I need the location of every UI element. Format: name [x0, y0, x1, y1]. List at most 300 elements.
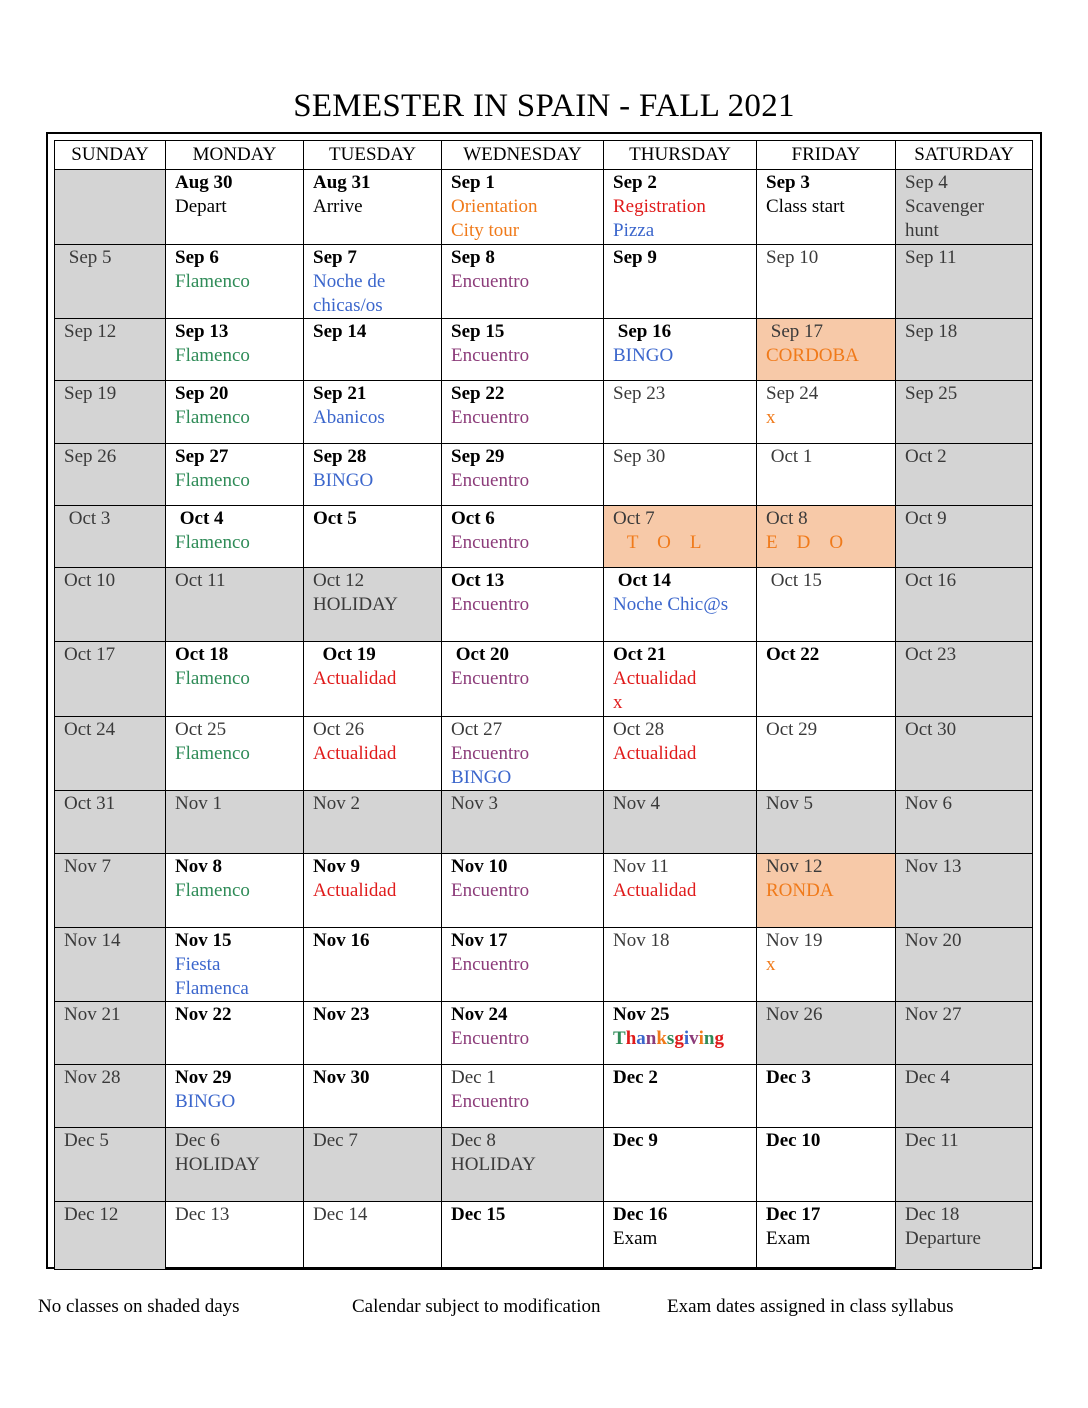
day-cell — [896, 717, 1033, 791]
day-date: Sep 1 — [451, 172, 495, 193]
day-date: Dec 5 — [64, 1130, 109, 1151]
day-cell — [896, 854, 1033, 928]
day-cell — [304, 1002, 442, 1065]
weekday-header-row — [55, 141, 1033, 170]
day-date: Oct 9 — [905, 508, 947, 529]
day-date: Sep 16 — [613, 321, 672, 342]
week-row — [55, 642, 1033, 717]
day-date: Nov 13 — [905, 856, 962, 877]
day-cell — [604, 1065, 757, 1128]
day-cell — [442, 245, 604, 319]
event-label: Encuentro — [451, 594, 530, 615]
day-cell — [757, 1128, 896, 1202]
day-date: Sep 28 — [313, 446, 367, 467]
event-label: Depart — [175, 196, 227, 217]
day-cell — [166, 854, 304, 928]
day-cell — [55, 717, 166, 791]
day-date: Sep 7 — [313, 247, 357, 268]
day-date: Sep 12 — [64, 321, 117, 342]
event-label: Flamenco — [175, 271, 250, 292]
day-cell — [604, 506, 757, 568]
week-row — [55, 717, 1033, 791]
event-label: E D O — [766, 532, 844, 553]
event-label: Encuentro — [451, 470, 530, 491]
day-date: Oct 18 — [175, 644, 229, 665]
event-letter: n — [645, 1028, 657, 1049]
day-cell — [166, 642, 304, 717]
event-label: Actualidad — [313, 668, 397, 689]
event-label: City tour — [451, 220, 520, 241]
day-cell — [442, 928, 604, 1002]
week-row — [55, 568, 1033, 642]
day-cell — [55, 1202, 166, 1270]
day-date: Oct 23 — [905, 644, 957, 665]
day-cell — [55, 642, 166, 717]
event-letter: i — [683, 1028, 690, 1049]
day-cell — [304, 245, 442, 319]
week-row — [55, 928, 1033, 1002]
day-cell — [55, 928, 166, 1002]
event-letter: a — [636, 1028, 646, 1049]
day-cell — [896, 381, 1033, 444]
day-cell — [304, 444, 442, 506]
day-cell — [55, 319, 166, 381]
day-date: Sep 19 — [64, 383, 117, 404]
day-date: Nov 1 — [175, 793, 222, 814]
day-cell — [304, 791, 442, 854]
day-date: Sep 2 — [613, 172, 657, 193]
day-cell — [304, 928, 442, 1002]
weekday-header: THURSDAY — [604, 141, 757, 170]
day-cell — [166, 245, 304, 319]
event-label: HOLIDAY — [451, 1154, 536, 1175]
weekday-header: SUNDAY — [55, 141, 166, 170]
event-label: Flamenco — [175, 470, 250, 491]
day-cell — [304, 506, 442, 568]
event-label: CORDOBA — [766, 345, 859, 366]
week-row — [55, 170, 1033, 245]
day-date: Nov 26 — [766, 1004, 823, 1025]
event-label: Noche Chic@s — [613, 594, 729, 615]
day-date: Dec 7 — [313, 1130, 358, 1151]
day-cell — [442, 444, 604, 506]
day-cell — [55, 1128, 166, 1202]
day-cell — [166, 791, 304, 854]
day-cell — [896, 568, 1033, 642]
day-date: Dec 12 — [64, 1204, 119, 1225]
event-label: BINGO — [175, 1091, 236, 1112]
day-date: Nov 15 — [175, 930, 232, 951]
day-cell — [896, 1128, 1033, 1202]
event-letter: g — [714, 1028, 724, 1049]
day-date: Nov 29 — [175, 1067, 232, 1088]
day-date: Nov 17 — [451, 930, 508, 951]
week-row — [55, 506, 1033, 568]
event-letter: h — [625, 1028, 637, 1049]
week-row — [55, 791, 1033, 854]
day-date: Nov 28 — [64, 1067, 121, 1088]
day-date: Nov 3 — [451, 793, 498, 814]
day-date: Oct 31 — [64, 793, 116, 814]
event-label: Encuentro — [451, 954, 530, 975]
day-cell — [55, 791, 166, 854]
day-date: Nov 21 — [64, 1004, 121, 1025]
day-date: Sep 11 — [905, 247, 957, 268]
day-date: Sep 24 — [766, 383, 819, 404]
day-date: Sep 21 — [313, 383, 367, 404]
day-cell — [55, 568, 166, 642]
day-cell — [55, 1002, 166, 1065]
day-date: Sep 20 — [175, 383, 229, 404]
day-cell — [442, 717, 604, 791]
day-cell — [757, 1065, 896, 1128]
event-label: Flamenco — [175, 880, 250, 901]
day-date: Oct 27 — [451, 719, 503, 740]
day-date: Nov 2 — [313, 793, 360, 814]
calendar-body — [55, 170, 1033, 1270]
day-date: Oct 19 — [313, 644, 376, 665]
event-label: Encuentro — [451, 880, 530, 901]
event-label: Exam — [766, 1228, 811, 1249]
day-date: Dec 13 — [175, 1204, 230, 1225]
event-label — [613, 1027, 753, 1051]
day-date: Oct 13 — [451, 570, 505, 591]
event-label: Actualidad — [313, 743, 397, 764]
day-cell — [304, 381, 442, 444]
day-date: Dec 8 — [451, 1130, 496, 1151]
day-date: Nov 8 — [175, 856, 222, 877]
page-title: SEMESTER IN SPAIN - FALL 2021 — [293, 88, 795, 124]
no-classes-note: No classes on shaded days — [38, 1296, 240, 1317]
event-label: x — [766, 407, 776, 428]
day-cell — [166, 1202, 304, 1270]
day-cell — [757, 642, 896, 717]
day-date: Oct 2 — [905, 446, 947, 467]
day-date: Oct 30 — [905, 719, 957, 740]
week-row — [55, 1202, 1033, 1270]
event-label: Encuentro — [451, 743, 530, 764]
day-cell — [757, 1002, 896, 1065]
day-date: Oct 4 — [175, 508, 224, 529]
day-date: Oct 7 — [613, 508, 655, 529]
day-date: Oct 29 — [766, 719, 818, 740]
day-cell — [604, 642, 757, 717]
event-label: Actualidad — [613, 668, 697, 689]
day-cell — [166, 506, 304, 568]
day-cell — [166, 717, 304, 791]
day-cell — [55, 170, 166, 245]
day-date: Oct 10 — [64, 570, 116, 591]
event-label: Flamenca — [175, 978, 249, 999]
event-letter: T — [613, 1028, 626, 1049]
day-date: Sep 3 — [766, 172, 810, 193]
event-label: Encuentro — [451, 345, 530, 366]
day-cell — [896, 642, 1033, 717]
day-date: Oct 11 — [175, 570, 226, 591]
weekday-header: FRIDAY — [757, 141, 896, 170]
day-cell — [604, 1128, 757, 1202]
event-label: BINGO — [313, 470, 374, 491]
day-cell — [166, 1128, 304, 1202]
event-label: x — [766, 954, 776, 975]
day-cell — [442, 1002, 604, 1065]
day-cell — [166, 568, 304, 642]
day-cell — [442, 506, 604, 568]
day-cell — [166, 381, 304, 444]
day-date: Oct 22 — [766, 644, 820, 665]
week-row — [55, 444, 1033, 506]
day-date: Sep 18 — [905, 321, 958, 342]
day-date: Nov 22 — [175, 1004, 232, 1025]
day-cell — [55, 1065, 166, 1128]
day-date: Nov 14 — [64, 930, 121, 951]
day-date: Sep 30 — [613, 446, 666, 467]
day-date: Nov 7 — [64, 856, 111, 877]
day-cell — [442, 1128, 604, 1202]
day-cell — [604, 854, 757, 928]
day-date: Nov 12 — [766, 856, 823, 877]
event-label: Flamenco — [175, 407, 250, 428]
day-cell — [757, 717, 896, 791]
day-date: Nov 25 — [613, 1004, 670, 1025]
day-cell — [304, 717, 442, 791]
day-date: Dec 3 — [766, 1067, 811, 1088]
day-date: Sep 8 — [451, 247, 495, 268]
day-date: Oct 1 — [766, 446, 813, 467]
day-cell — [304, 1065, 442, 1128]
day-cell — [757, 381, 896, 444]
event-label: Encuentro — [451, 1091, 530, 1112]
day-date: Sep 29 — [451, 446, 505, 467]
day-date: Sep 26 — [64, 446, 117, 467]
day-date: Oct 16 — [905, 570, 957, 591]
day-date: Sep 5 — [64, 247, 112, 268]
day-cell — [442, 854, 604, 928]
day-cell — [166, 319, 304, 381]
day-cell — [55, 245, 166, 319]
day-date: Dec 17 — [766, 1204, 821, 1225]
weekday-header: TUESDAY — [304, 141, 442, 170]
event-label: BINGO — [451, 767, 512, 788]
event-label: HOLIDAY — [175, 1154, 260, 1175]
day-date: Sep 6 — [175, 247, 219, 268]
day-cell — [757, 245, 896, 319]
day-date: Nov 23 — [313, 1004, 370, 1025]
event-label: Encuentro — [451, 668, 530, 689]
day-date: Nov 19 — [766, 930, 823, 951]
day-date: Sep 10 — [766, 247, 819, 268]
day-cell — [896, 1002, 1033, 1065]
day-cell — [442, 170, 604, 245]
day-date: Nov 24 — [451, 1004, 508, 1025]
day-date: Sep 13 — [175, 321, 229, 342]
event-label: Pizza — [613, 220, 655, 241]
day-cell — [604, 717, 757, 791]
day-cell — [757, 791, 896, 854]
event-label: Scavenger — [905, 196, 985, 217]
day-cell — [604, 791, 757, 854]
day-date: Nov 27 — [905, 1004, 962, 1025]
weekday-header: SATURDAY — [896, 141, 1033, 170]
day-cell — [896, 1202, 1033, 1270]
day-cell — [304, 1128, 442, 1202]
day-cell — [896, 1065, 1033, 1128]
event-label: x — [613, 692, 623, 713]
day-date: Nov 6 — [905, 793, 952, 814]
day-cell — [896, 444, 1033, 506]
event-letter: v — [689, 1028, 699, 1049]
day-date: Dec 18 — [905, 1204, 960, 1225]
day-cell — [896, 170, 1033, 245]
day-cell — [604, 319, 757, 381]
day-cell — [55, 444, 166, 506]
event-letter: k — [656, 1028, 667, 1049]
week-row — [55, 319, 1033, 381]
day-cell — [604, 381, 757, 444]
week-row — [55, 1065, 1033, 1128]
event-letter: n — [703, 1028, 715, 1049]
day-cell — [304, 319, 442, 381]
event-label: Encuentro — [451, 271, 530, 292]
event-label: Flamenco — [175, 743, 250, 764]
day-date: Aug 31 — [313, 172, 371, 193]
day-cell — [896, 791, 1033, 854]
day-date: Oct 28 — [613, 719, 665, 740]
event-label: Flamenco — [175, 345, 250, 366]
day-date: Sep 17 — [766, 321, 823, 342]
week-row — [55, 1128, 1033, 1202]
week-row — [55, 1002, 1033, 1065]
day-date: Dec 4 — [905, 1067, 950, 1088]
day-date: Oct 20 — [451, 644, 510, 665]
day-date: Sep 25 — [905, 383, 958, 404]
day-date: Dec 14 — [313, 1204, 368, 1225]
day-cell — [604, 245, 757, 319]
day-date: Dec 15 — [451, 1204, 506, 1225]
event-letter: s — [666, 1028, 675, 1049]
day-date: Nov 9 — [313, 856, 360, 877]
event-letter: i — [698, 1028, 704, 1049]
day-cell — [304, 568, 442, 642]
day-date: Nov 18 — [613, 930, 670, 951]
event-label: BINGO — [613, 345, 674, 366]
day-cell — [304, 170, 442, 245]
day-cell — [166, 444, 304, 506]
event-label: Noche de — [313, 271, 386, 292]
event-label: Registration — [613, 196, 706, 217]
day-date: Nov 5 — [766, 793, 813, 814]
day-cell — [604, 1002, 757, 1065]
week-row — [55, 854, 1033, 928]
event-label: Flamenco — [175, 532, 250, 553]
day-date: Oct 5 — [313, 508, 357, 529]
day-date: Oct 21 — [613, 644, 667, 665]
day-date: Oct 6 — [451, 508, 495, 529]
day-cell — [166, 928, 304, 1002]
event-label: Encuentro — [451, 1028, 530, 1049]
day-cell — [757, 854, 896, 928]
day-date: Nov 4 — [613, 793, 660, 814]
day-date: Oct 25 — [175, 719, 227, 740]
day-date: Aug 30 — [175, 172, 233, 193]
calendar-frame — [46, 132, 1042, 1269]
day-cell — [55, 854, 166, 928]
day-date: Sep 4 — [905, 172, 948, 193]
day-cell — [896, 928, 1033, 1002]
exam-dates-note: Exam dates assigned in class syllabus — [667, 1296, 954, 1317]
event-label: chicas/os — [313, 295, 383, 316]
day-cell — [304, 1202, 442, 1270]
day-cell — [55, 506, 166, 568]
day-date: Nov 11 — [613, 856, 669, 877]
day-date: Nov 16 — [313, 930, 370, 951]
event-label: Abanicos — [313, 407, 385, 428]
day-cell — [757, 568, 896, 642]
day-date: Dec 11 — [905, 1130, 959, 1151]
event-label: RONDA — [766, 880, 834, 901]
day-date: Dec 6 — [175, 1130, 220, 1151]
day-cell — [757, 506, 896, 568]
day-cell — [896, 319, 1033, 381]
day-cell — [442, 1202, 604, 1270]
day-cell — [442, 791, 604, 854]
day-date: Oct 24 — [64, 719, 116, 740]
event-label: T O L — [613, 532, 702, 553]
day-cell — [304, 642, 442, 717]
event-letter: g — [674, 1028, 684, 1049]
day-date: Nov 20 — [905, 930, 962, 951]
event-label: Encuentro — [451, 407, 530, 428]
day-cell — [896, 245, 1033, 319]
day-cell — [757, 319, 896, 381]
day-date: Dec 10 — [766, 1130, 821, 1151]
day-cell — [304, 854, 442, 928]
day-cell — [55, 381, 166, 444]
event-label: Actualidad — [613, 743, 697, 764]
event-label: Actualidad — [613, 880, 697, 901]
day-date: Dec 9 — [613, 1130, 658, 1151]
day-cell — [757, 170, 896, 245]
day-cell — [442, 568, 604, 642]
day-cell — [442, 381, 604, 444]
day-date: Sep 14 — [313, 321, 367, 342]
week-row — [55, 245, 1033, 319]
day-date: Oct 12 — [313, 570, 365, 591]
day-cell — [442, 1065, 604, 1128]
weekday-header: WEDNESDAY — [442, 141, 604, 170]
day-date: Oct 15 — [766, 570, 822, 591]
event-label: Encuentro — [451, 532, 530, 553]
event-label: Class start — [766, 196, 845, 217]
day-date: Dec 16 — [613, 1204, 668, 1225]
event-label: Flamenco — [175, 668, 250, 689]
day-date: Sep 9 — [613, 247, 657, 268]
day-cell — [757, 928, 896, 1002]
calendar-table — [54, 140, 1033, 1270]
day-date: Oct 8 — [766, 508, 808, 529]
day-date: Oct 26 — [313, 719, 365, 740]
day-date: Sep 15 — [451, 321, 505, 342]
day-cell — [166, 1002, 304, 1065]
day-cell — [166, 170, 304, 245]
day-cell — [604, 170, 757, 245]
event-label: HOLIDAY — [313, 594, 398, 615]
day-date: Dec 1 — [451, 1067, 496, 1088]
day-date: Sep 23 — [613, 383, 666, 404]
day-date: Nov 30 — [313, 1067, 370, 1088]
event-label: Exam — [613, 1228, 658, 1249]
day-date: Nov 10 — [451, 856, 508, 877]
